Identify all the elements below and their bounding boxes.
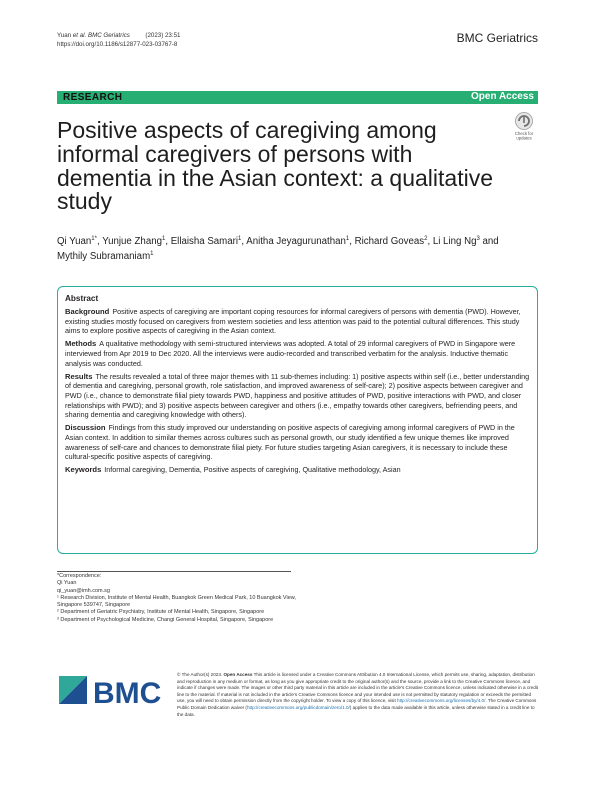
correspondence-block xyxy=(57,573,297,624)
citation-journal: et al. BMC Geriatrics xyxy=(71,32,130,39)
abstract-heading: Abstract xyxy=(65,294,99,303)
author-affiliation-marker: 3 xyxy=(476,236,480,242)
bmc-logo-icon xyxy=(57,671,175,711)
license-body-3: ) applies to the data made available in this article, unless otherwise stated in a credit line to the data. xyxy=(177,704,535,717)
article-title: Positive aspects of caregiving among informal caregivers of persons with dementia in the Asian context: a qualitative study xyxy=(57,117,494,215)
abstract-section-text: Positive aspects of caregiving are important coping resources for informal caregivers of persons with dementia (PWD). However, existing studies mostly focused on caregivers from western societies and less attention was paid to the potential cultural differences. This study aims to explore positive aspects of caregiving in the Asian context. xyxy=(65,307,521,336)
check-for-updates-icon[interactable] xyxy=(510,111,538,141)
author-name: Richard Goveas xyxy=(354,236,425,248)
license-body-2: . The Creative Commons Public Domain Dedication waiver ( xyxy=(177,698,537,710)
author-list: Qi Yuan$^{1*}$, Yunjue Zhang$^1$, Ellaisha Samari$^1$, Anitha Jeyagurunathan$^1$, Richard Goveas$^2$, Li Ling Ng$^3$ and Mythily Subramaniam$^1$ xyxy=(57,236,499,263)
abstract-sections xyxy=(65,307,530,475)
correspondence-line: ¹ Research Division, Institute of Mental Health, Buangkok Green Medical Park, 10 Buangkok View, Singapore 539747, Singapore xyxy=(57,594,296,609)
author-name: Anitha Jeyagurunathan xyxy=(246,236,346,248)
correspondence-line: *Correspondence: xyxy=(57,573,102,579)
open-access-tag: Open Access xyxy=(223,672,253,677)
check-updates-line1: Check for xyxy=(514,131,534,136)
license-link-cc0[interactable]: http://creativecommons.org/publicdomain/zero/1.0/ xyxy=(246,704,350,710)
running-header xyxy=(57,32,180,49)
bmc-logo-text: BMC xyxy=(93,677,162,710)
abstract-section-label: Methods xyxy=(65,339,97,349)
article-type-label: RESEARCH xyxy=(63,92,123,103)
abstract-section-text: The results revealed a total of three major themes with 11 sub-themes including: 1) positive aspects within self (i.e., better understanding of dementia and caregiving, personal growth, role satisfaction, and improved awareness of self-care); 2) positive aspects between caregiver and PWD (i.e., chance to demonstrate filial piety towards PWD, happiness and positive attitudes of PWD, positive interactions with PWD, and closer relationships with PWD); and 3) positive aspects between caregiver and others (i.e., empathy towards other caregivers, befriending peers, and sharing dementia and caregiving knowledge with others). xyxy=(65,371,530,420)
doi-link[interactable]: https://doi.org/10.1186/s12877-023-03767-8 xyxy=(57,40,178,48)
author-affiliation-marker: 1 xyxy=(150,251,154,258)
journal-name: BMC Geriatrics xyxy=(456,31,538,45)
correspondence-line: ³ Department of Psychological Medicine, Changi General Hospital, Singapore, Singapore xyxy=(57,616,274,623)
license-text xyxy=(177,672,539,718)
abstract-section-text: A qualitative methodology with semi-structured interviews was adopted. A total of 29 informal caregivers of PWD in Singapore were interviewed from Apr 2019 to Dec 2020. All the interviews were audio-recorded and transcribed verbatim for the analysis. Inductive thematic analysis was conducted. xyxy=(65,339,516,368)
abstract-section-label: Discussion xyxy=(65,423,106,433)
abstract-section-methods xyxy=(65,339,530,368)
abstract-section-label: Results xyxy=(65,371,93,381)
abstract-section-background xyxy=(65,307,530,336)
license-body-1: This article is licensed under a Creative Commons Attribution 4.0 International License, which permits use, sharing, adaptation, distribution and reproduction in any medium or format, as long as you give appropriate credit to the original author(s) and the source, provide a link to the Creative Commons licence, and indicate if changes were made. The images or other third party material in this article are included in the article's Creative Commons licence, unless indicated otherwise in a credit line to the material. If material is not included in the article's Creative Commons licence and your intended use is not permitted by statutory regulation or exceeds the permitted use, you will need to obtain permission directly from the copyright holder. To view a copy of this licence, visit xyxy=(177,672,539,704)
footnote-divider xyxy=(57,571,291,572)
copyright: © The Author(s) 2023. xyxy=(177,672,223,677)
check-updates-line2: updates xyxy=(516,135,532,141)
open-access-label: Open Access xyxy=(471,91,534,102)
citation-author: Yuan xyxy=(57,32,72,39)
license-link-cc-by[interactable]: http://creativecommons.org/licenses/by/4.0/ xyxy=(397,698,486,704)
author-affiliation-marker: 1 xyxy=(161,236,166,242)
author-affiliation-marker: 1* xyxy=(91,236,97,242)
abstract-section-text: Informal caregiving, Dementia, Positive aspects of caregiving, Qualitative methodology, Asian xyxy=(104,465,401,475)
abstract-section-label: Keywords xyxy=(65,465,102,475)
abstract-section-label: Background xyxy=(65,307,110,316)
author-name: Li Ling Ng xyxy=(432,236,477,248)
abstract-section-text: Findings from this study improved our understanding on positive aspects of caregiving among informal caregivers of PWD in the Asian context. In addition to similar themes across cultures such as personal growth, our study identified a few unique themes like improved awareness of self-care and chances to demonstrate filial piety. For future studies targeting Asian caregivers, it is necessary to include these cultural-specific positive aspects of caregiving. xyxy=(65,423,515,462)
author-affiliation-marker: 2 xyxy=(424,236,428,242)
abstract-box xyxy=(57,286,538,554)
correspondence-email[interactable]: qi_yuan@imh.com.sg xyxy=(57,587,110,594)
abstract-section-keywords xyxy=(65,465,530,475)
correspondence-line: Qi Yuan xyxy=(57,580,77,587)
author-affiliation-marker: 1 xyxy=(238,236,242,242)
author-name: Ellaisha Samari xyxy=(170,236,239,248)
author-affiliation-marker: 1 xyxy=(345,236,350,242)
citation-year: (2023) 23:51 xyxy=(145,32,181,39)
abstract-section-results xyxy=(65,372,530,420)
correspondence-line: ² Department of Geriatric Psychiatry, Institute of Mental Health, Singapore, Singapore xyxy=(57,609,265,616)
author-name: Mythily Subramaniam xyxy=(57,251,151,263)
abstract-section-discussion xyxy=(65,423,530,461)
author-name: Yunjue Zhang xyxy=(102,236,162,248)
article-type-banner xyxy=(57,91,538,104)
author-name: Qi Yuan xyxy=(57,236,92,248)
